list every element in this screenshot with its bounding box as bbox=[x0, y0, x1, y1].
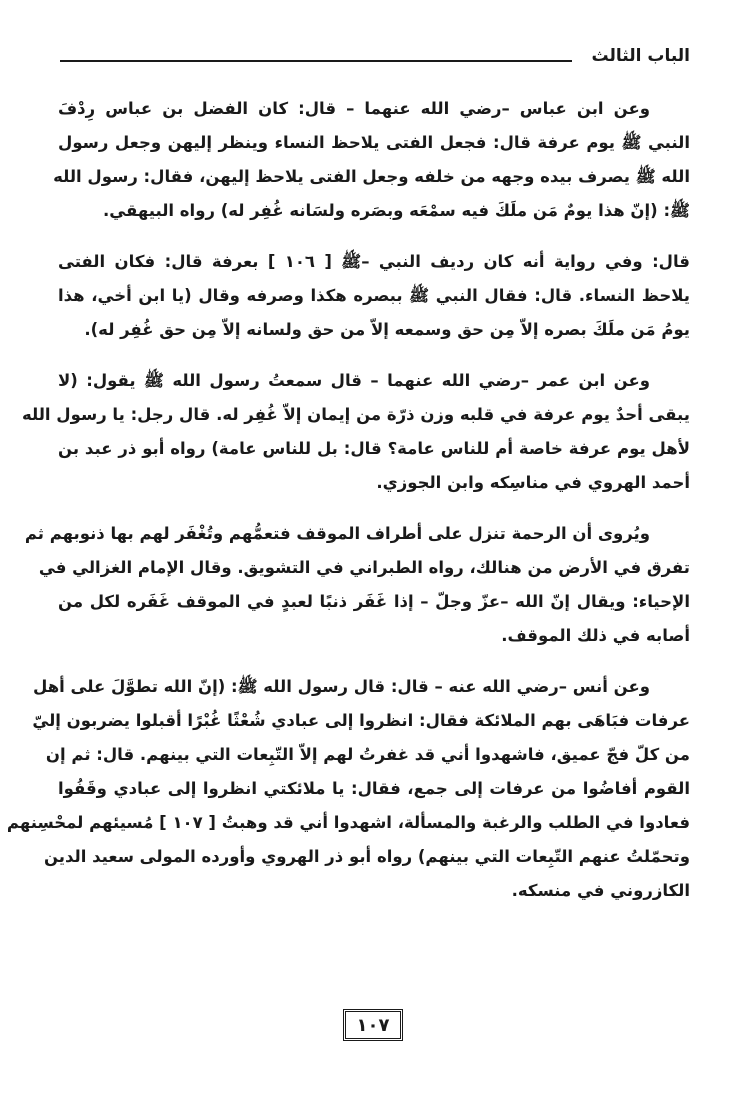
text-line: النبي ﷺ يوم عرفة قال: فجعل الفتى يلاحظ النساء وينظر إليهن وجعل رسول bbox=[58, 133, 690, 152]
text-line: يومُ مَن ملَكَ بصره إلاّ مِن حق وسمعه إلاّ من حق ولسانه إلاّ مِن حق غُفِر له). bbox=[84, 320, 690, 339]
text-line: الله ﷺ يصرف بيده وجهه من خلفه وجعل الفتى يلاحظ إليهن، فقال: رسول الله bbox=[53, 167, 690, 186]
text-line: الكازروني في منسكه. bbox=[511, 881, 690, 900]
chapter-title: الباب الثالث bbox=[591, 46, 690, 66]
text-line: ويُروى أن الرحمة تنزل على أطراف الموقف فتعمُّهم وتُغْفَر لهم بها ذنوبهم ثم bbox=[24, 524, 650, 543]
text-line: وعن ابن عباس –رضي الله عنهما – قال: كان الفضل بن عباس رِدْفَ bbox=[58, 99, 650, 118]
page-number-frame bbox=[343, 1009, 403, 1041]
text-line: قال: وفي رواية أنه كان رديف النبي –ﷺ [ ١٠٦ ] بعرفة قال: فكان الفتى bbox=[58, 252, 690, 271]
text-line: أصابه في ذلك الموقف. bbox=[501, 626, 690, 645]
page-number: ١٠٧ bbox=[356, 1014, 390, 1036]
text-line: وعن أنس –رضي الله عنه – قال: قال رسول الله ﷺ: (إنّ الله تطوَّلَ على أهل bbox=[32, 677, 650, 696]
page-header bbox=[60, 44, 690, 80]
text-line: أحمد الهروي في مناسِكه وابن الجوزي. bbox=[376, 473, 690, 492]
text-line: لأهل يوم عرفة خاصة أم للناس عامة؟ قال: بل للناس عامة) رواه أبو ذر عبد بن bbox=[58, 439, 690, 458]
paragraph bbox=[6, 670, 690, 908]
paragraph bbox=[24, 517, 690, 653]
text-line: فعادوا في الطلب والرغبة والمسألة، اشهدوا أني قد وهبتُ [ ١٠٧ ] مُسيئهم لمحْسِنهم bbox=[6, 813, 690, 832]
paragraph bbox=[53, 92, 690, 228]
text-line: القوم أفاضُوا من عرفات إلى جمع، فقال: يا ملائكتي انظروا إلى عبادي وقَفُوا bbox=[58, 779, 690, 798]
text-line: وعن ابن عمر –رضي الله عنهما – قال سمعتُ رسول الله ﷺ يقول: (لا bbox=[58, 371, 650, 390]
text-line: وتحمّلتُ عنهم التّبِعات التي بينهم) رواه أبو ذر الهروي وأورده المولى سعيد الدين bbox=[43, 847, 690, 866]
text-line: تفرق في الأرض من هنالك، رواه الطبراني في التشويق. وقال الإمام الغزالي في bbox=[38, 558, 690, 577]
text-line: عرفات فبَاهَى بهم الملائكة فقال: انظروا إلى عبادي شُعْثًا غُبْرًا أقبلوا يضربون إليّ bbox=[32, 711, 690, 730]
text-line: يبقى أحدٌ يوم عرفة في قلبه وزن ذرّة من إيمان إلاّ غُفِر له. قال رجل: يا رسول الله bbox=[21, 405, 690, 424]
text-line: يلاحظ النساء. قال: فقال النبي ﷺ ببصره هكذا وصرفه وقال (يا ابن أخي، هذا bbox=[58, 286, 690, 305]
page-body bbox=[6, 92, 690, 925]
paragraph bbox=[21, 364, 690, 500]
text-line: من كلّ فجّ عميق، فاشهدوا أني قد غفرتُ لهم إلاّ التّبِعات التي بينهم. قال: ثم إن bbox=[45, 745, 690, 764]
text-line: ﷺ: (إنّ هذا يومٌ مَن ملَكَ فيه سمْعَه وبصَره ولسَانه غُفِر له) رواه البيهقي. bbox=[103, 201, 690, 220]
text-line: الإحياء: ويقال إنّ الله –عزّ وجلّ – إذا غَفَر ذنبًا لعبدٍ في الموقف غَفَره لكل من bbox=[58, 592, 690, 611]
header-rule bbox=[60, 60, 572, 62]
paragraph bbox=[58, 245, 690, 347]
